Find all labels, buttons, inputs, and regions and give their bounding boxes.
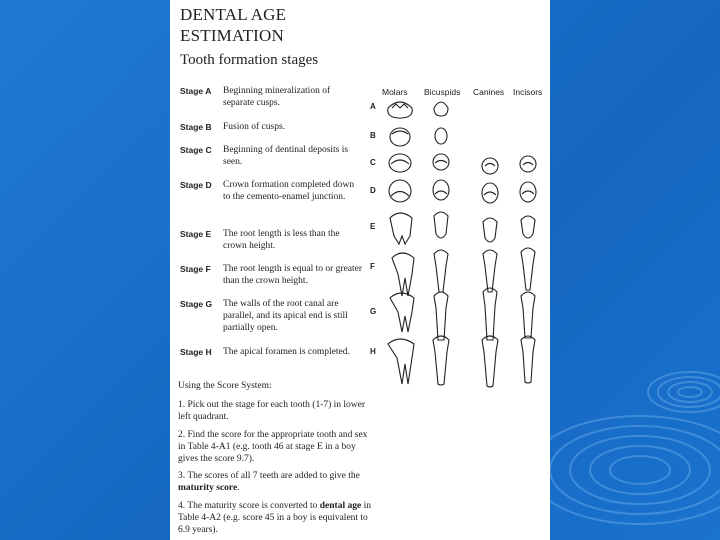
stage-description: Beginning of dentinal deposits is seen. [223,145,349,167]
tooth-incisor-d [520,182,536,202]
tooth-canine-h [482,336,498,387]
row-letter-b: B [370,131,376,140]
row-letter-c: C [370,158,376,167]
tooth-incisor-g [521,292,535,338]
tooth-molar-e [390,213,412,244]
tooth-diagram [170,0,550,390]
tooth-bicuspid-g [434,292,448,340]
tooth-molar-f [392,253,414,296]
score-step-bold: maturity score [178,483,238,493]
column-header-bicuspids: Bicuspids [424,87,461,97]
tooth-bicuspid-d [433,180,449,200]
column-header-incisors: Incisors [513,87,543,97]
column-header-canines: Canines [473,87,505,97]
row-letter-f: F [370,262,375,271]
stage-description: Fusion of cusps. [223,122,286,132]
tooth-molar-a [388,102,413,118]
tooth-bicuspid-h [433,336,449,385]
stage-label: Stage D [180,180,212,190]
stage-label: Stage A [180,86,212,96]
score-step-tail: . [237,483,240,493]
row-letter-e: E [370,222,376,231]
stage-description: The root length is less than the crown height. [223,229,340,251]
tooth-incisor-h [521,336,535,383]
score-step-2 [178,429,373,465]
stage-label: Stage F [180,264,211,274]
score-step-bold: dental age [319,501,362,511]
column-header-molars: Molars [382,87,408,97]
stage-description: The apical foramen is completed. [223,347,350,357]
tooth-incisor-f [521,248,535,290]
stage-description: Beginning mineralization of separate cusps. [223,86,331,108]
tooth-canine-e [483,218,497,242]
tooth-canine-d [482,183,498,203]
stage-label: Stage H [180,347,212,357]
stage-label: Stage E [180,229,212,239]
title-line-2: ESTIMATION [180,26,284,45]
score-step-3 [178,470,373,494]
tooth-canine-g [483,288,497,340]
score-heading: Using the Score System: [178,381,272,391]
tooth-bicuspid-b [435,128,447,144]
stage-label: Stage C [180,145,212,155]
tooth-molar-d [389,180,411,202]
section-subtitle: Tooth formation stages [180,52,319,68]
score-step-4 [178,500,373,536]
tooth-incisor-c [520,156,536,172]
row-letter-g: G [370,307,377,316]
tooth-molar-b [390,128,410,146]
tooth-bicuspid-a [434,102,448,116]
score-step-text: 3. The scores of all 7 teeth are added to give the [178,471,360,481]
tooth-canine-f [483,250,497,292]
tooth-molar-c [389,154,411,172]
row-letter-d: D [370,186,376,195]
tooth-molar-h [388,339,414,384]
tooth-bicuspid-c [433,154,449,170]
stage-label: Stage G [180,299,213,309]
title-line-1: DENTAL AGE [180,5,287,24]
score-step-text: 4. The maturity score is converted to [178,501,320,511]
stage-label: Stage B [180,122,212,132]
tooth-incisor-e [521,216,535,238]
row-letter-a: A [370,102,376,111]
score-step-1 [178,399,373,423]
tooth-canine-c [482,158,498,174]
score-step-text: 2. Find the score for the appropriate tooth and sex in Table 4-A1 (e.g. tooth 46 at stage E in a boy gives the score 9.7). [178,430,368,464]
tooth-bicuspid-f [434,250,448,292]
score-step-tail: in Table 4-A2 (e.g. score 45 in a boy is equivalent to 6.9 years). [178,501,371,535]
score-step-text: 1. Pick out the stage for each tooth (1-7) in lower left quadrant. [178,400,366,422]
row-letter-h: H [370,347,376,356]
tooth-bicuspid-e [434,212,448,238]
tooth-molar-g [390,293,414,332]
stage-description: Crown formation completed down to the cemento-enamel junction. [223,180,355,202]
document-page [170,0,550,540]
stage-description: The walls of the root canal are parallel, and its apical end is still partially open. [223,299,348,333]
stage-description: The root length is equal to or greater than the crown height. [223,264,363,286]
